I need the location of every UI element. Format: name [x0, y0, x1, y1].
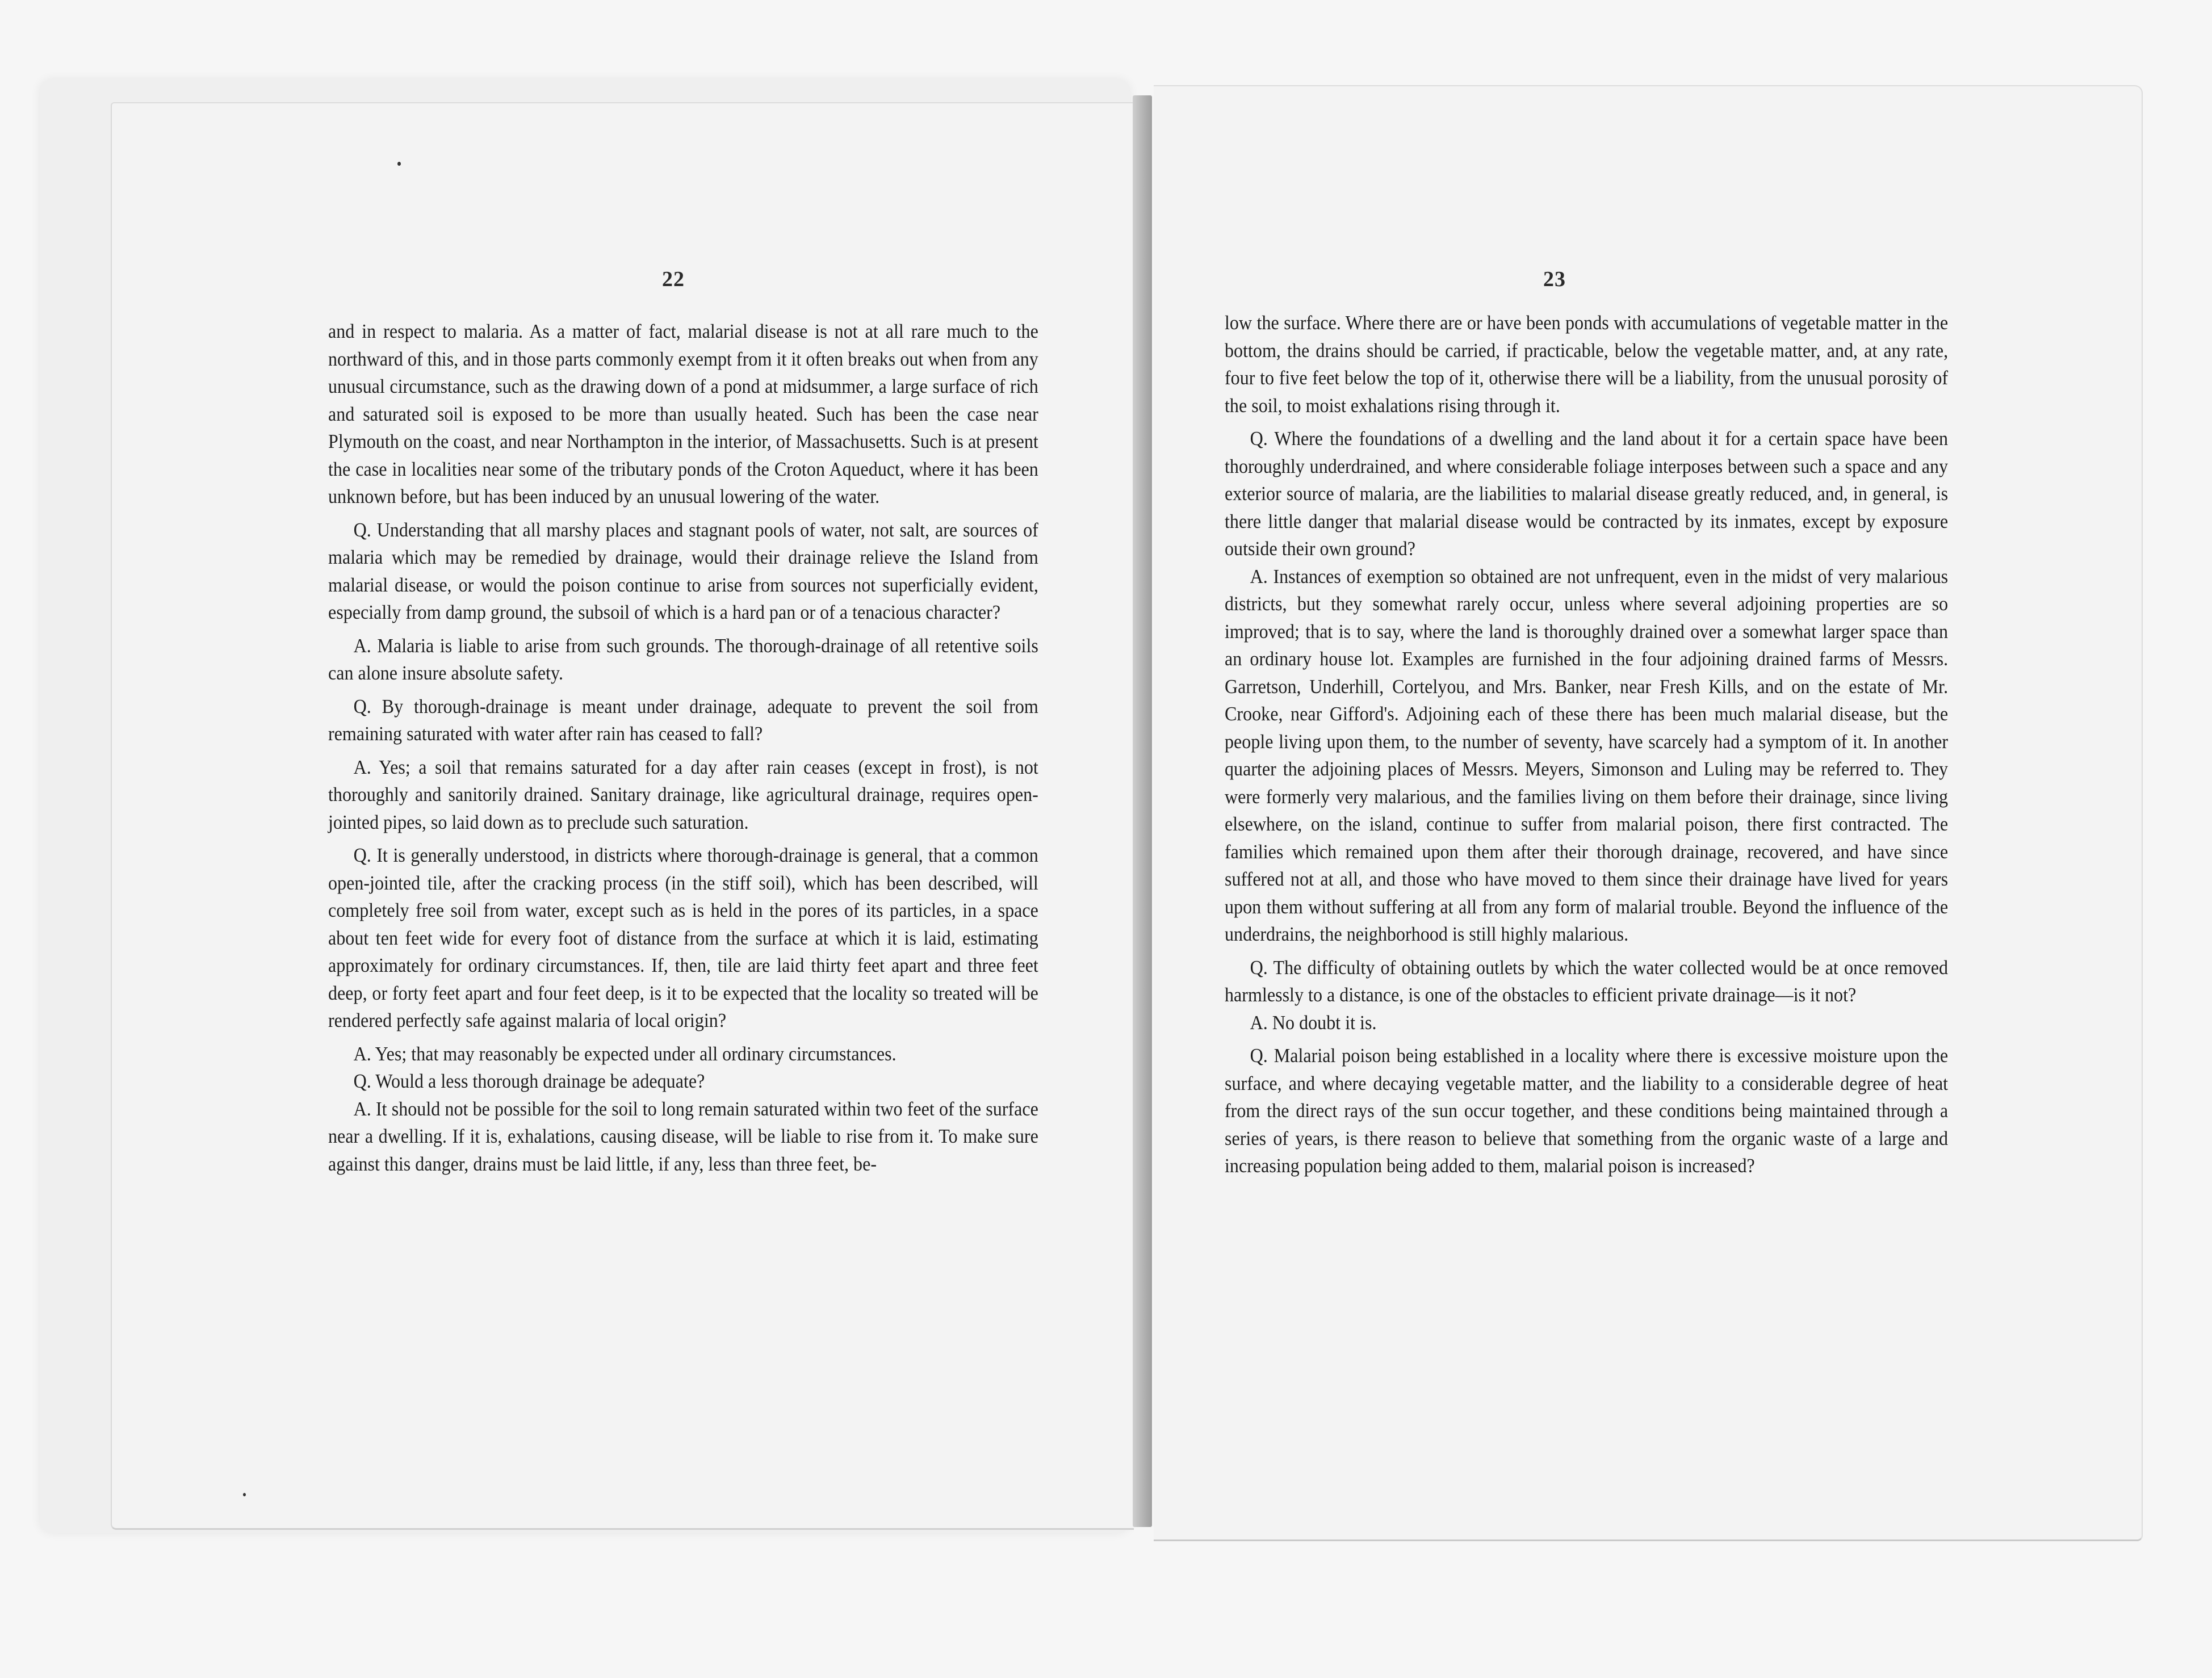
answer: A. Yes; that may reasonably be expected under all ordinary circumstances.: [353, 1043, 896, 1065]
page-number-right: 23: [1543, 267, 1566, 291]
question: Q. Would a less thorough drainage be adequate?: [353, 1071, 705, 1092]
left-page-text: [328, 318, 1038, 1184]
question: Q. It is generally understood, in districts where thorough-drainage is general, that a common open-jointed tile, after the cracking process (in the stiff soil), which has been described, will completely free soil from water, except such as is held in the pores of its particles, in a space about ten feet wide for every foot of distance from the surface at which it is laid, estimating approximately for ordinary circumstances. If, then, tile are laid thirty feet apart and three feet deep, or forty feet apart and four feet deep, is it to be expected that the locality so treated will be rendered perfectly safe against malaria of local origin?: [328, 845, 1038, 1031]
page-number-left: 22: [662, 267, 685, 291]
ink-speck: [397, 162, 401, 166]
paragraph: low the surface. Where there are or have been ponds with accumulations of vegetable matter in the bottom, the drains should be carried, if practicable, below the vegetable matter, and, at any rate, four to five feet below the top of it, otherwise there will be a liability, from the unusual porosity of the soil, to moist exhalations rising through it.: [1225, 312, 1949, 417]
question: Q. Malarial poison being established in a locality where there is excessive moisture upon the surface, and where decaying vegetable matter, and the liability to a considerable degree of heat from the direct rays of the sun occur together, and these conditions being maintained through a series of years, is there reason to believe that something from the organic waste of a large and increasing population being added to them, malarial poison is increased?: [1225, 1045, 1949, 1177]
paragraph: and in respect to malaria. As a matter of fact, malarial disease is not at all rare much to the northward of this, and in those parts commonly exempt from it it often breaks out when from any unusual circumstance, such as the drawing down of a pond at midsummer, a large surface of rich and saturated soil is exposed to be more than usually heated. Such has been the case near Plymouth on the coast, and near Northampton in the interior, of Massachusetts. Such is at present the case in localities near some of the tributary ponds of the Croton Aqueduct, where it has been unknown before, but has been induced by an unusual lowering of the water.: [328, 321, 1038, 507]
book-gutter: [1133, 95, 1152, 1527]
answer: A. Malaria is liable to arise from such grounds. The thorough-drainage of all retentive soils can alone insure absolute safety.: [328, 635, 1038, 684]
answer: A. No doubt it is.: [1250, 1012, 1377, 1034]
question: Q. Understanding that all marshy places and stagnant pools of water, not salt, are sources of malaria which may be remedied by drainage, would their drainage relieve the Island from malarial disease, or would the poison continue to arise from sources not superficially evident, especially from damp ground, the subsoil of which is a hard pan or of a tenacious character?: [328, 519, 1038, 623]
answer: A. Instances of exemption so obtained are not unfrequent, even in the midst of very malarious districts, but they somewhat rarely occur, unless where several adjoining properties are so improved; that is to say, where the land is thoroughly drained over a somewhat larger space than an ordinary house lot. Examples are furnished in the four adjoining drained farms of Messrs. Garretson, Underhill, Cortelyou, and Mrs. Banker, near Fresh Kills, and on the estate of Mr. Crooke, near Gifford's. Adjoining each of these there has been much malarial disease, but the people living upon them, to the number of seventy, have scarcely had a symptom of it. In another quarter the adjoining places of Messrs. Meyers, Simonson and Luling may be referred to. They were formerly very malarious, and the families living on them before their drainage, since living elsewhere, on the island, continue to suffer from malarial poison, there first contracted. The families which remained upon them after their thorough drainage, recovered, and have since suffered not at all, and those who have moved to them since their drainage have lived for years upon them without suffering at all from any form of malarial trouble. Beyond the influence of the underdrains, the neighborhood is still highly malarious.: [1225, 565, 1949, 945]
answer: A. Yes; a soil that remains saturated for a day after rain ceases (except in frost), is not thoroughly and sanitorily drained. Sanitary drainage, like agricultural drainage, requires open-jointed pipes, so laid down as to preclude such saturation.: [328, 756, 1038, 833]
question: Q. By thorough-drainage is meant under drainage, adequate to prevent the soil from remaining saturated with water after rain has ceased to fall?: [328, 695, 1038, 745]
question: Q. Where the foundations of a dwelling and the land about it for a certain space have been thoroughly underdrained, and where considerable foliage interposes between such a space and any exterior source of malaria, are the liabilities to malarial disease greatly reduced, and, in general, is there little danger that malarial disease would be contracted by its inmates, except by exposure outside their own ground?: [1225, 428, 1949, 560]
right-page-text: [1225, 309, 1948, 1186]
question: Q. The difficulty of obtaining outlets by which the water collected would be at once removed harmlessly to a distance, is one of the obstacles to efficient private drainage—is it not?: [1225, 957, 1949, 1006]
answer: A. It should not be possible for the soil to long remain saturated within two feet of the surface near a dwelling. If it is, exhalations, causing disease, will be liable to rise from it. To make sure against this danger, drains must be laid little, if any, less than three feet, be-: [328, 1098, 1038, 1175]
ink-speck: [243, 1493, 246, 1496]
